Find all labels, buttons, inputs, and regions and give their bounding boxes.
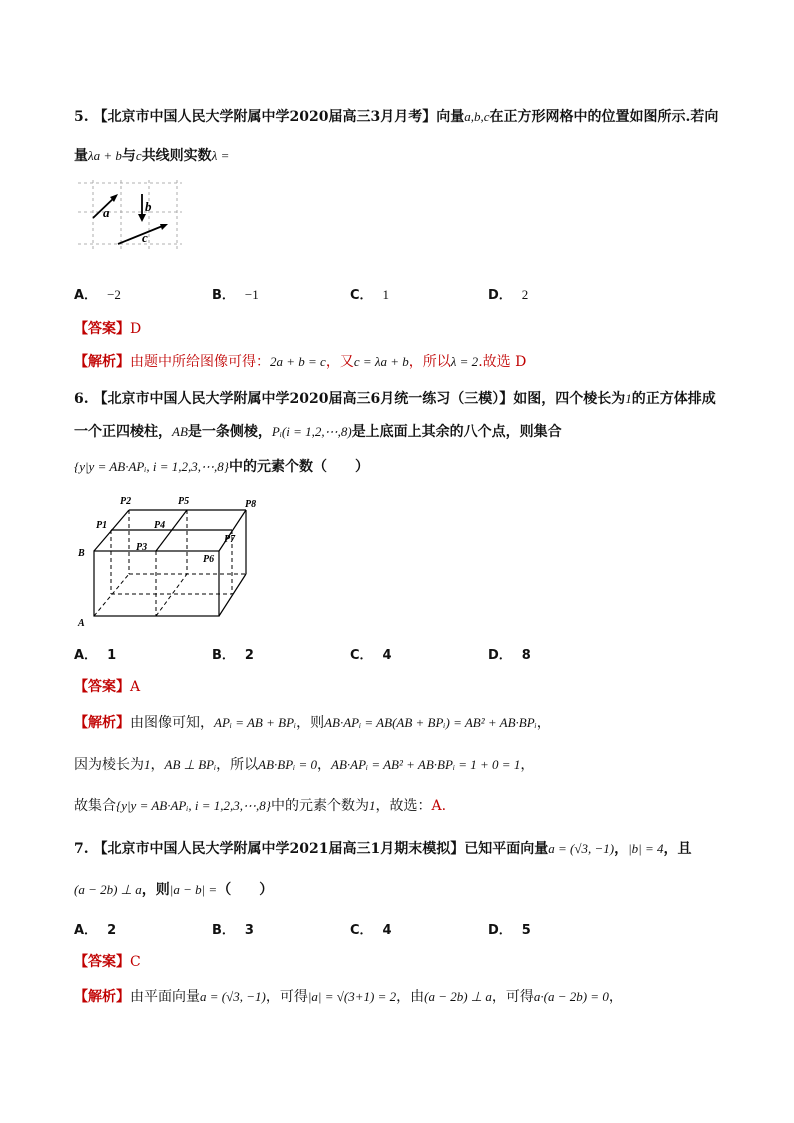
label-c: c xyxy=(142,230,148,245)
q7-option-c[interactable]: C． 4 xyxy=(350,923,392,938)
q5-option-c[interactable]: C． 1 xyxy=(350,287,390,303)
q5-analysis: 【解析】由题中所给图像可得：2a + b = c，又c = λa + b，所以λ = 2.故选 D xyxy=(74,354,527,370)
label-p8: P8 xyxy=(245,499,257,510)
q5-number: 5. xyxy=(74,109,89,125)
q7-line2: (a − 2b) ⊥ a，则|a − b| =（ ） xyxy=(74,882,274,898)
q6-line3: {y|y = AB·APᵢ, i = 1,2,3,⋯,8}中的元素个数（ ） xyxy=(74,459,370,475)
q6-option-a[interactable]: A． 1 xyxy=(74,648,117,663)
label-p2: P2 xyxy=(120,496,132,507)
label-b: B xyxy=(78,548,85,559)
q6-prism-figure xyxy=(74,494,264,628)
q7-line1: 7. 【北京市中国人民大学附属中学2021届高三1月期末模拟】已知平面向量a = (√3, −1)，|b| = 4，且 xyxy=(74,841,692,857)
q5-option-d[interactable]: D． 2 xyxy=(488,287,529,303)
label-p3: P3 xyxy=(136,542,148,553)
q6-number: 6. xyxy=(74,391,89,407)
q5-vectors: a,b,c xyxy=(464,109,490,124)
q5-option-a[interactable]: A． −2 xyxy=(74,287,121,303)
q5-grid-figure xyxy=(76,180,186,252)
q5-source: 【北京市中国人民大学附属中学2020届高三3月月考】 xyxy=(93,109,437,125)
q6-option-c[interactable]: C． 4 xyxy=(350,648,392,663)
q7-source: 【北京市中国人民大学附属中学2021届高三1月期末模拟】 xyxy=(93,841,465,857)
q5-line2: 量λa + b与c共线则实数λ = xyxy=(74,148,230,164)
q6-line2: 一个正四棱柱，AB是一条侧棱，Pᵢ(i = 1,2,⋯,8)是上底面上其余的八个点，则集合 xyxy=(74,424,562,440)
label-p4: P4 xyxy=(154,520,166,531)
q5-option-b[interactable]: B． −1 xyxy=(212,287,259,303)
q7-option-d[interactable]: D． 5 xyxy=(488,923,531,938)
q6-line1: 6. 【北京市中国人民大学附属中学2020届高三6月统一练习（三模）】如图，四个棱长为1的正方体排成 xyxy=(74,391,716,407)
q5-expression: λa + b xyxy=(88,148,122,163)
label-p6: P6 xyxy=(203,554,215,565)
q6-analysis-line2: 因为棱长为1，AB ⊥ BPᵢ，所以AB·BPᵢ = 0，AB·APᵢ = AB² + AB·BPᵢ = 1 + 0 = 1， xyxy=(74,757,535,773)
q7-answer: 【答案】C xyxy=(74,954,141,970)
q7-analysis: 【解析】由平面向量a = (√3, −1)，可得|a| = √(3+1) = 2，由(a − 2b) ⊥ a，可得a·(a − 2b) = 0， xyxy=(74,989,623,1005)
q6-analysis-line3: 故集合{y|y = AB·APᵢ, i = 1,2,3,⋯,8}中的元素个数为1，故选：A. xyxy=(74,798,447,814)
q5-answer: 【答案】D xyxy=(74,321,142,337)
q6-option-d[interactable]: D． 8 xyxy=(488,648,531,663)
label-p5: P5 xyxy=(178,496,190,507)
q6-set: {y|y = AB·APᵢ, i = 1,2,3,⋯,8} xyxy=(74,459,230,474)
q6-analysis-line1: 【解析】由图像可知，APᵢ = AB + BPᵢ，则AB·APᵢ = AB(AB + BPᵢ) = AB² + AB·BPᵢ， xyxy=(74,715,551,731)
label-a: A xyxy=(78,618,85,628)
label-b: b xyxy=(145,199,152,214)
label-p1: P1 xyxy=(96,520,108,531)
q6-answer: 【答案】A xyxy=(74,679,141,695)
label-p7: P7 xyxy=(224,534,236,545)
q5-line1: 5. 【北京市中国人民大学附属中学2020届高三3月月考】向量a,b,c在正方形网格中的位置如图所示.若向 xyxy=(74,109,719,125)
q6-option-b[interactable]: B． 2 xyxy=(212,648,254,663)
label-a: a xyxy=(103,205,110,220)
q7-number: 7. xyxy=(74,841,89,857)
q6-source: 【北京市中国人民大学附属中学2020届高三6月统一练习（三模）】 xyxy=(93,391,514,407)
q7-option-a[interactable]: A． 2 xyxy=(74,923,117,938)
q7-option-b[interactable]: B． 3 xyxy=(212,923,254,938)
